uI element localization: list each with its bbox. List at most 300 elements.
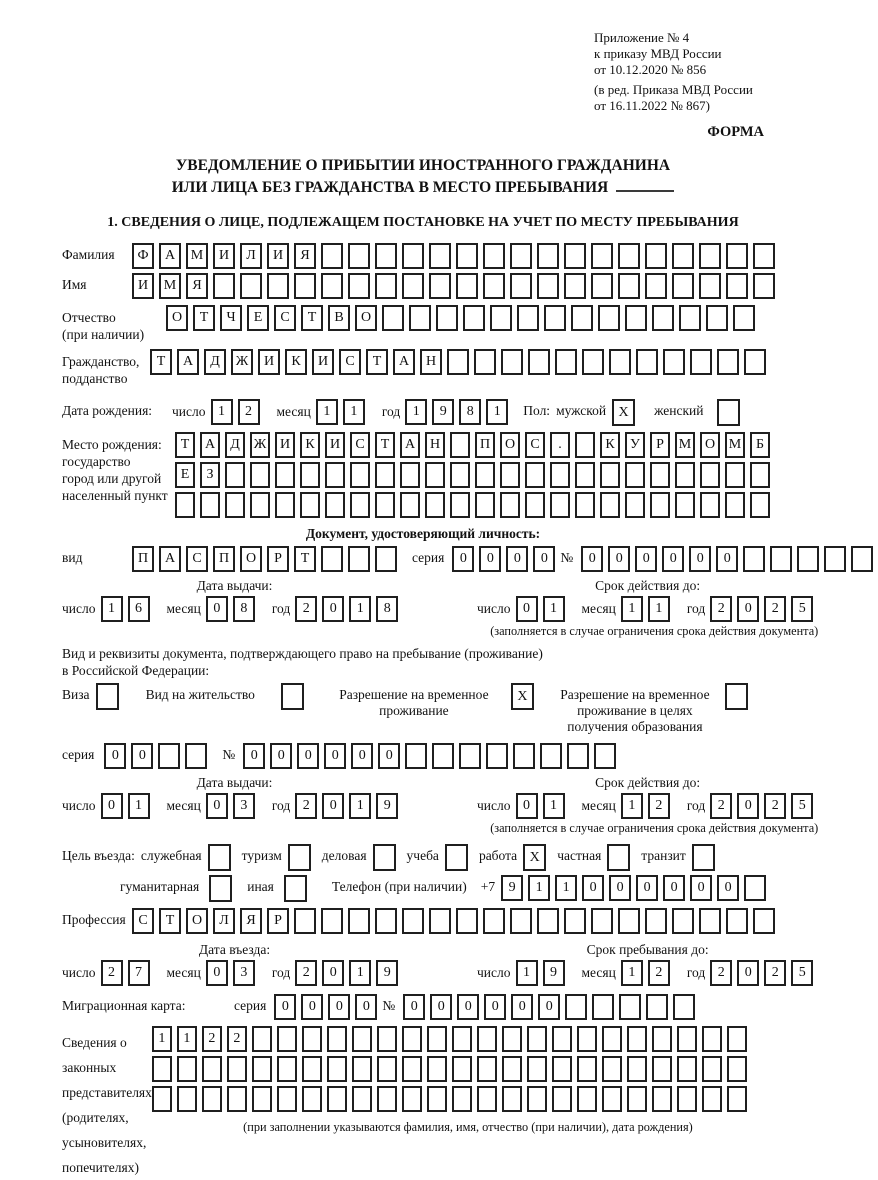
char-cell[interactable] [537,908,559,934]
purpose-transit-checkbox[interactable] [692,844,715,871]
char-cell[interactable] [402,1086,422,1112]
char-cell[interactable] [699,273,721,299]
char-cell[interactable]: А [400,432,420,458]
char-cell[interactable] [477,1056,497,1082]
year-cell[interactable]: 2 [710,596,732,622]
char-cell[interactable] [652,1026,672,1052]
purpose-other-checkbox[interactable] [284,875,307,902]
char-cell[interactable] [321,243,343,269]
char-cell[interactable] [175,492,195,518]
char-cell[interactable]: Р [267,908,289,934]
char-cell[interactable]: Т [375,432,395,458]
day-cell[interactable]: 0 [101,793,123,819]
month-cell[interactable]: 1 [621,960,643,986]
char-cell[interactable] [510,273,532,299]
char-cell[interactable] [753,908,775,934]
char-cell[interactable] [352,1056,372,1082]
year-cell[interactable]: 5 [791,596,813,622]
char-cell[interactable] [474,349,496,375]
char-cell[interactable]: 1 [152,1026,172,1052]
char-cell[interactable] [544,305,566,331]
char-cell[interactable]: Л [240,243,262,269]
char-cell[interactable]: О [186,908,208,934]
char-cell[interactable] [500,462,520,488]
year-cell[interactable]: 2 [295,596,317,622]
char-cell[interactable] [252,1056,272,1082]
char-cell[interactable] [452,1086,472,1112]
char-cell[interactable]: 0 [328,994,350,1020]
char-cell[interactable] [672,273,694,299]
char-cell[interactable] [252,1086,272,1112]
char-cell[interactable]: Я [186,273,208,299]
char-cell[interactable]: 0 [243,743,265,769]
char-cell[interactable]: 0 [609,875,631,901]
char-cell[interactable] [591,908,613,934]
char-cell[interactable] [727,1026,747,1052]
visa-checkbox[interactable] [96,683,119,710]
char-cell[interactable] [700,492,720,518]
char-cell[interactable] [327,1026,347,1052]
char-cell[interactable] [527,1026,547,1052]
char-cell[interactable] [427,1086,447,1112]
char-cell[interactable] [690,349,712,375]
year-cell[interactable]: 1 [349,596,371,622]
char-cell[interactable] [502,1026,522,1052]
char-cell[interactable]: Е [247,305,269,331]
char-cell[interactable] [402,273,424,299]
char-cell[interactable] [452,1026,472,1052]
char-cell[interactable] [677,1026,697,1052]
char-cell[interactable] [501,349,523,375]
char-cell[interactable] [525,462,545,488]
char-cell[interactable]: Я [240,908,262,934]
char-cell[interactable]: 0 [479,546,501,572]
year-cell[interactable]: 8 [459,399,481,425]
char-cell[interactable]: Н [420,349,442,375]
char-cell[interactable] [537,273,559,299]
char-cell[interactable] [577,1086,597,1112]
residence-permit-checkbox[interactable] [281,683,304,710]
char-cell[interactable] [475,462,495,488]
char-cell[interactable] [540,743,562,769]
char-cell[interactable] [348,908,370,934]
char-cell[interactable]: Т [294,546,316,572]
char-cell[interactable] [552,1086,572,1112]
char-cell[interactable]: 0 [538,994,560,1020]
char-cell[interactable] [753,273,775,299]
char-cell[interactable] [483,273,505,299]
female-checkbox[interactable] [717,399,740,426]
char-cell[interactable] [321,273,343,299]
purpose-study-checkbox[interactable] [445,844,468,871]
char-cell[interactable]: Т [159,908,181,934]
year-cell[interactable]: 2 [710,960,732,986]
char-cell[interactable] [625,305,647,331]
char-cell[interactable]: 0 [297,743,319,769]
char-cell[interactable] [618,243,640,269]
char-cell[interactable] [594,743,616,769]
char-cell[interactable] [402,243,424,269]
char-cell[interactable]: А [177,349,199,375]
day-cell[interactable]: 9 [543,960,565,986]
char-cell[interactable] [673,994,695,1020]
char-cell[interactable]: Н [425,432,445,458]
char-cell[interactable] [429,908,451,934]
char-cell[interactable] [436,305,458,331]
char-cell[interactable]: И [312,349,334,375]
char-cell[interactable]: У [625,432,645,458]
purpose-official-checkbox[interactable] [208,844,231,871]
char-cell[interactable]: З [200,462,220,488]
char-cell[interactable] [275,492,295,518]
char-cell[interactable] [202,1056,222,1082]
char-cell[interactable] [409,305,431,331]
char-cell[interactable] [375,546,397,572]
char-cell[interactable] [726,243,748,269]
char-cell[interactable]: Ф [132,243,154,269]
char-cell[interactable]: 0 [351,743,373,769]
char-cell[interactable]: М [725,432,745,458]
char-cell[interactable]: 0 [635,546,657,572]
char-cell[interactable]: 0 [511,994,533,1020]
char-cell[interactable] [321,908,343,934]
char-cell[interactable]: В [328,305,350,331]
char-cell[interactable] [575,432,595,458]
year-cell[interactable]: 0 [322,596,344,622]
char-cell[interactable] [591,243,613,269]
char-cell[interactable] [645,273,667,299]
char-cell[interactable]: 2 [227,1026,247,1052]
month-cell[interactable]: 0 [206,596,228,622]
month-cell[interactable]: 0 [206,793,228,819]
char-cell[interactable] [463,305,485,331]
char-cell[interactable] [267,273,289,299]
char-cell[interactable] [350,462,370,488]
char-cell[interactable]: 0 [274,994,296,1020]
char-cell[interactable]: 0 [506,546,528,572]
char-cell[interactable]: 0 [403,994,425,1020]
char-cell[interactable] [456,243,478,269]
char-cell[interactable] [327,1056,347,1082]
char-cell[interactable]: А [200,432,220,458]
char-cell[interactable]: 0 [636,875,658,901]
month-cell[interactable]: 1 [621,793,643,819]
char-cell[interactable] [700,462,720,488]
char-cell[interactable]: А [159,243,181,269]
char-cell[interactable] [250,492,270,518]
char-cell[interactable] [600,492,620,518]
char-cell[interactable] [602,1056,622,1082]
year-cell[interactable]: 0 [322,793,344,819]
char-cell[interactable] [744,875,766,901]
char-cell[interactable] [402,1026,422,1052]
char-cell[interactable]: О [700,432,720,458]
char-cell[interactable] [702,1086,722,1112]
char-cell[interactable]: И [325,432,345,458]
temp-residence-checkbox[interactable]: X [511,683,534,710]
char-cell[interactable] [699,243,721,269]
char-cell[interactable]: 1 [555,875,577,901]
char-cell[interactable]: 0 [378,743,400,769]
char-cell[interactable] [450,432,470,458]
char-cell[interactable]: 0 [452,546,474,572]
char-cell[interactable]: А [393,349,415,375]
char-cell[interactable]: 0 [717,875,739,901]
char-cell[interactable] [555,349,577,375]
char-cell[interactable]: 2 [202,1026,222,1052]
month-cell[interactable]: 3 [233,793,255,819]
char-cell[interactable] [302,1026,322,1052]
day-cell[interactable]: 0 [516,596,538,622]
char-cell[interactable] [527,1086,547,1112]
char-cell[interactable] [591,273,613,299]
day-cell[interactable]: 1 [101,596,123,622]
char-cell[interactable] [325,462,345,488]
char-cell[interactable] [618,273,640,299]
char-cell[interactable] [200,492,220,518]
year-cell[interactable]: 2 [764,960,786,986]
char-cell[interactable] [564,273,586,299]
char-cell[interactable]: М [675,432,695,458]
char-cell[interactable] [502,1086,522,1112]
char-cell[interactable] [202,1086,222,1112]
char-cell[interactable] [510,243,532,269]
char-cell[interactable]: И [267,243,289,269]
char-cell[interactable]: Р [650,432,670,458]
char-cell[interactable] [645,908,667,934]
char-cell[interactable]: 1 [177,1026,197,1052]
day-cell[interactable]: 2 [238,399,260,425]
char-cell[interactable] [618,908,640,934]
char-cell[interactable] [517,305,539,331]
char-cell[interactable] [225,492,245,518]
char-cell[interactable]: 0 [301,994,323,1020]
year-cell[interactable]: 2 [710,793,732,819]
char-cell[interactable] [619,994,641,1020]
char-cell[interactable] [452,1056,472,1082]
char-cell[interactable]: А [159,546,181,572]
char-cell[interactable] [528,349,550,375]
char-cell[interactable] [824,546,846,572]
month-cell[interactable]: 1 [316,399,338,425]
char-cell[interactable] [627,1056,647,1082]
char-cell[interactable] [733,305,755,331]
char-cell[interactable] [490,305,512,331]
char-cell[interactable] [486,743,508,769]
char-cell[interactable]: М [159,273,181,299]
char-cell[interactable] [277,1026,297,1052]
char-cell[interactable] [348,546,370,572]
char-cell[interactable] [375,462,395,488]
char-cell[interactable]: П [213,546,235,572]
char-cell[interactable] [510,908,532,934]
char-cell[interactable] [377,1026,397,1052]
char-cell[interactable] [250,462,270,488]
year-cell[interactable]: 2 [295,960,317,986]
char-cell[interactable] [227,1056,247,1082]
char-cell[interactable]: 0 [608,546,630,572]
char-cell[interactable] [400,462,420,488]
purpose-humanitarian-checkbox[interactable] [209,875,232,902]
char-cell[interactable] [744,349,766,375]
day-cell[interactable]: 0 [516,793,538,819]
char-cell[interactable]: 0 [663,875,685,901]
char-cell[interactable]: 0 [716,546,738,572]
char-cell[interactable]: Д [225,432,245,458]
char-cell[interactable] [602,1026,622,1052]
year-cell[interactable]: 2 [295,793,317,819]
char-cell[interactable] [425,462,445,488]
char-cell[interactable] [550,462,570,488]
char-cell[interactable]: 1 [528,875,550,901]
char-cell[interactable] [750,492,770,518]
char-cell[interactable] [375,908,397,934]
char-cell[interactable] [427,1026,447,1052]
char-cell[interactable] [450,492,470,518]
char-cell[interactable] [502,1056,522,1082]
char-cell[interactable] [352,1026,372,1052]
day-cell[interactable]: 2 [101,960,123,986]
month-cell[interactable]: 0 [206,960,228,986]
char-cell[interactable]: К [285,349,307,375]
char-cell[interactable] [627,1026,647,1052]
char-cell[interactable] [475,492,495,518]
year-cell[interactable]: 9 [376,793,398,819]
char-cell[interactable] [770,546,792,572]
char-cell[interactable] [348,273,370,299]
char-cell[interactable] [348,243,370,269]
char-cell[interactable]: И [213,243,235,269]
char-cell[interactable] [302,1086,322,1112]
char-cell[interactable] [537,243,559,269]
char-cell[interactable]: Ж [231,349,253,375]
month-cell[interactable]: 1 [648,596,670,622]
char-cell[interactable]: О [500,432,520,458]
char-cell[interactable] [675,462,695,488]
char-cell[interactable] [456,273,478,299]
year-cell[interactable]: 9 [432,399,454,425]
char-cell[interactable]: П [132,546,154,572]
temp-residence-edu-checkbox[interactable] [725,683,748,710]
char-cell[interactable] [750,462,770,488]
year-cell[interactable]: 5 [791,793,813,819]
char-cell[interactable] [456,908,478,934]
year-cell[interactable]: 8 [376,596,398,622]
char-cell[interactable]: С [186,546,208,572]
char-cell[interactable] [564,908,586,934]
char-cell[interactable] [213,273,235,299]
char-cell[interactable] [252,1026,272,1052]
year-cell[interactable]: 0 [737,793,759,819]
male-checkbox[interactable]: X [612,399,635,426]
month-cell[interactable]: 2 [648,960,670,986]
day-cell[interactable]: 1 [543,793,565,819]
char-cell[interactable]: С [274,305,296,331]
char-cell[interactable] [477,1086,497,1112]
char-cell[interactable] [575,462,595,488]
char-cell[interactable] [582,349,604,375]
char-cell[interactable] [275,462,295,488]
char-cell[interactable] [636,349,658,375]
year-cell[interactable]: 1 [405,399,427,425]
year-cell[interactable]: 0 [737,596,759,622]
char-cell[interactable] [672,243,694,269]
char-cell[interactable] [652,1056,672,1082]
char-cell[interactable]: К [600,432,620,458]
char-cell[interactable] [225,462,245,488]
char-cell[interactable] [177,1056,197,1082]
char-cell[interactable] [350,492,370,518]
day-cell[interactable]: 1 [543,596,565,622]
char-cell[interactable] [302,1056,322,1082]
char-cell[interactable] [600,462,620,488]
char-cell[interactable]: М [186,243,208,269]
char-cell[interactable] [277,1056,297,1082]
char-cell[interactable]: С [525,432,545,458]
char-cell[interactable] [646,994,668,1020]
char-cell[interactable] [525,492,545,518]
char-cell[interactable]: 0 [690,875,712,901]
char-cell[interactable]: 0 [457,994,479,1020]
char-cell[interactable] [552,1026,572,1052]
char-cell[interactable]: Т [366,349,388,375]
char-cell[interactable] [645,243,667,269]
char-cell[interactable] [552,1056,572,1082]
char-cell[interactable]: Е [175,462,195,488]
char-cell[interactable] [625,462,645,488]
month-cell[interactable]: 1 [343,399,365,425]
char-cell[interactable]: Т [193,305,215,331]
char-cell[interactable]: Я [294,243,316,269]
char-cell[interactable] [726,273,748,299]
char-cell[interactable] [650,492,670,518]
char-cell[interactable] [152,1086,172,1112]
char-cell[interactable]: 0 [131,743,153,769]
char-cell[interactable] [477,1026,497,1052]
char-cell[interactable] [717,349,739,375]
char-cell[interactable]: Л [213,908,235,934]
year-cell[interactable]: 2 [764,793,786,819]
char-cell[interactable]: И [258,349,280,375]
char-cell[interactable] [432,743,454,769]
char-cell[interactable] [627,1086,647,1112]
month-cell[interactable]: 3 [233,960,255,986]
char-cell[interactable]: 0 [582,875,604,901]
char-cell[interactable]: 0 [581,546,603,572]
char-cell[interactable]: Ч [220,305,242,331]
char-cell[interactable] [564,243,586,269]
char-cell[interactable]: 0 [484,994,506,1020]
month-cell[interactable]: 8 [233,596,255,622]
char-cell[interactable] [327,1086,347,1112]
purpose-private-checkbox[interactable] [607,844,630,871]
char-cell[interactable] [702,1026,722,1052]
char-cell[interactable]: 0 [430,994,452,1020]
char-cell[interactable]: П [475,432,495,458]
char-cell[interactable]: Т [150,349,172,375]
char-cell[interactable] [483,243,505,269]
char-cell[interactable] [425,492,445,518]
year-cell[interactable]: 9 [376,960,398,986]
year-cell[interactable]: 5 [791,960,813,986]
char-cell[interactable] [652,305,674,331]
char-cell[interactable]: 0 [689,546,711,572]
char-cell[interactable] [400,492,420,518]
char-cell[interactable] [567,743,589,769]
char-cell[interactable] [565,994,587,1020]
char-cell[interactable]: О [355,305,377,331]
day-cell[interactable]: 7 [128,960,150,986]
